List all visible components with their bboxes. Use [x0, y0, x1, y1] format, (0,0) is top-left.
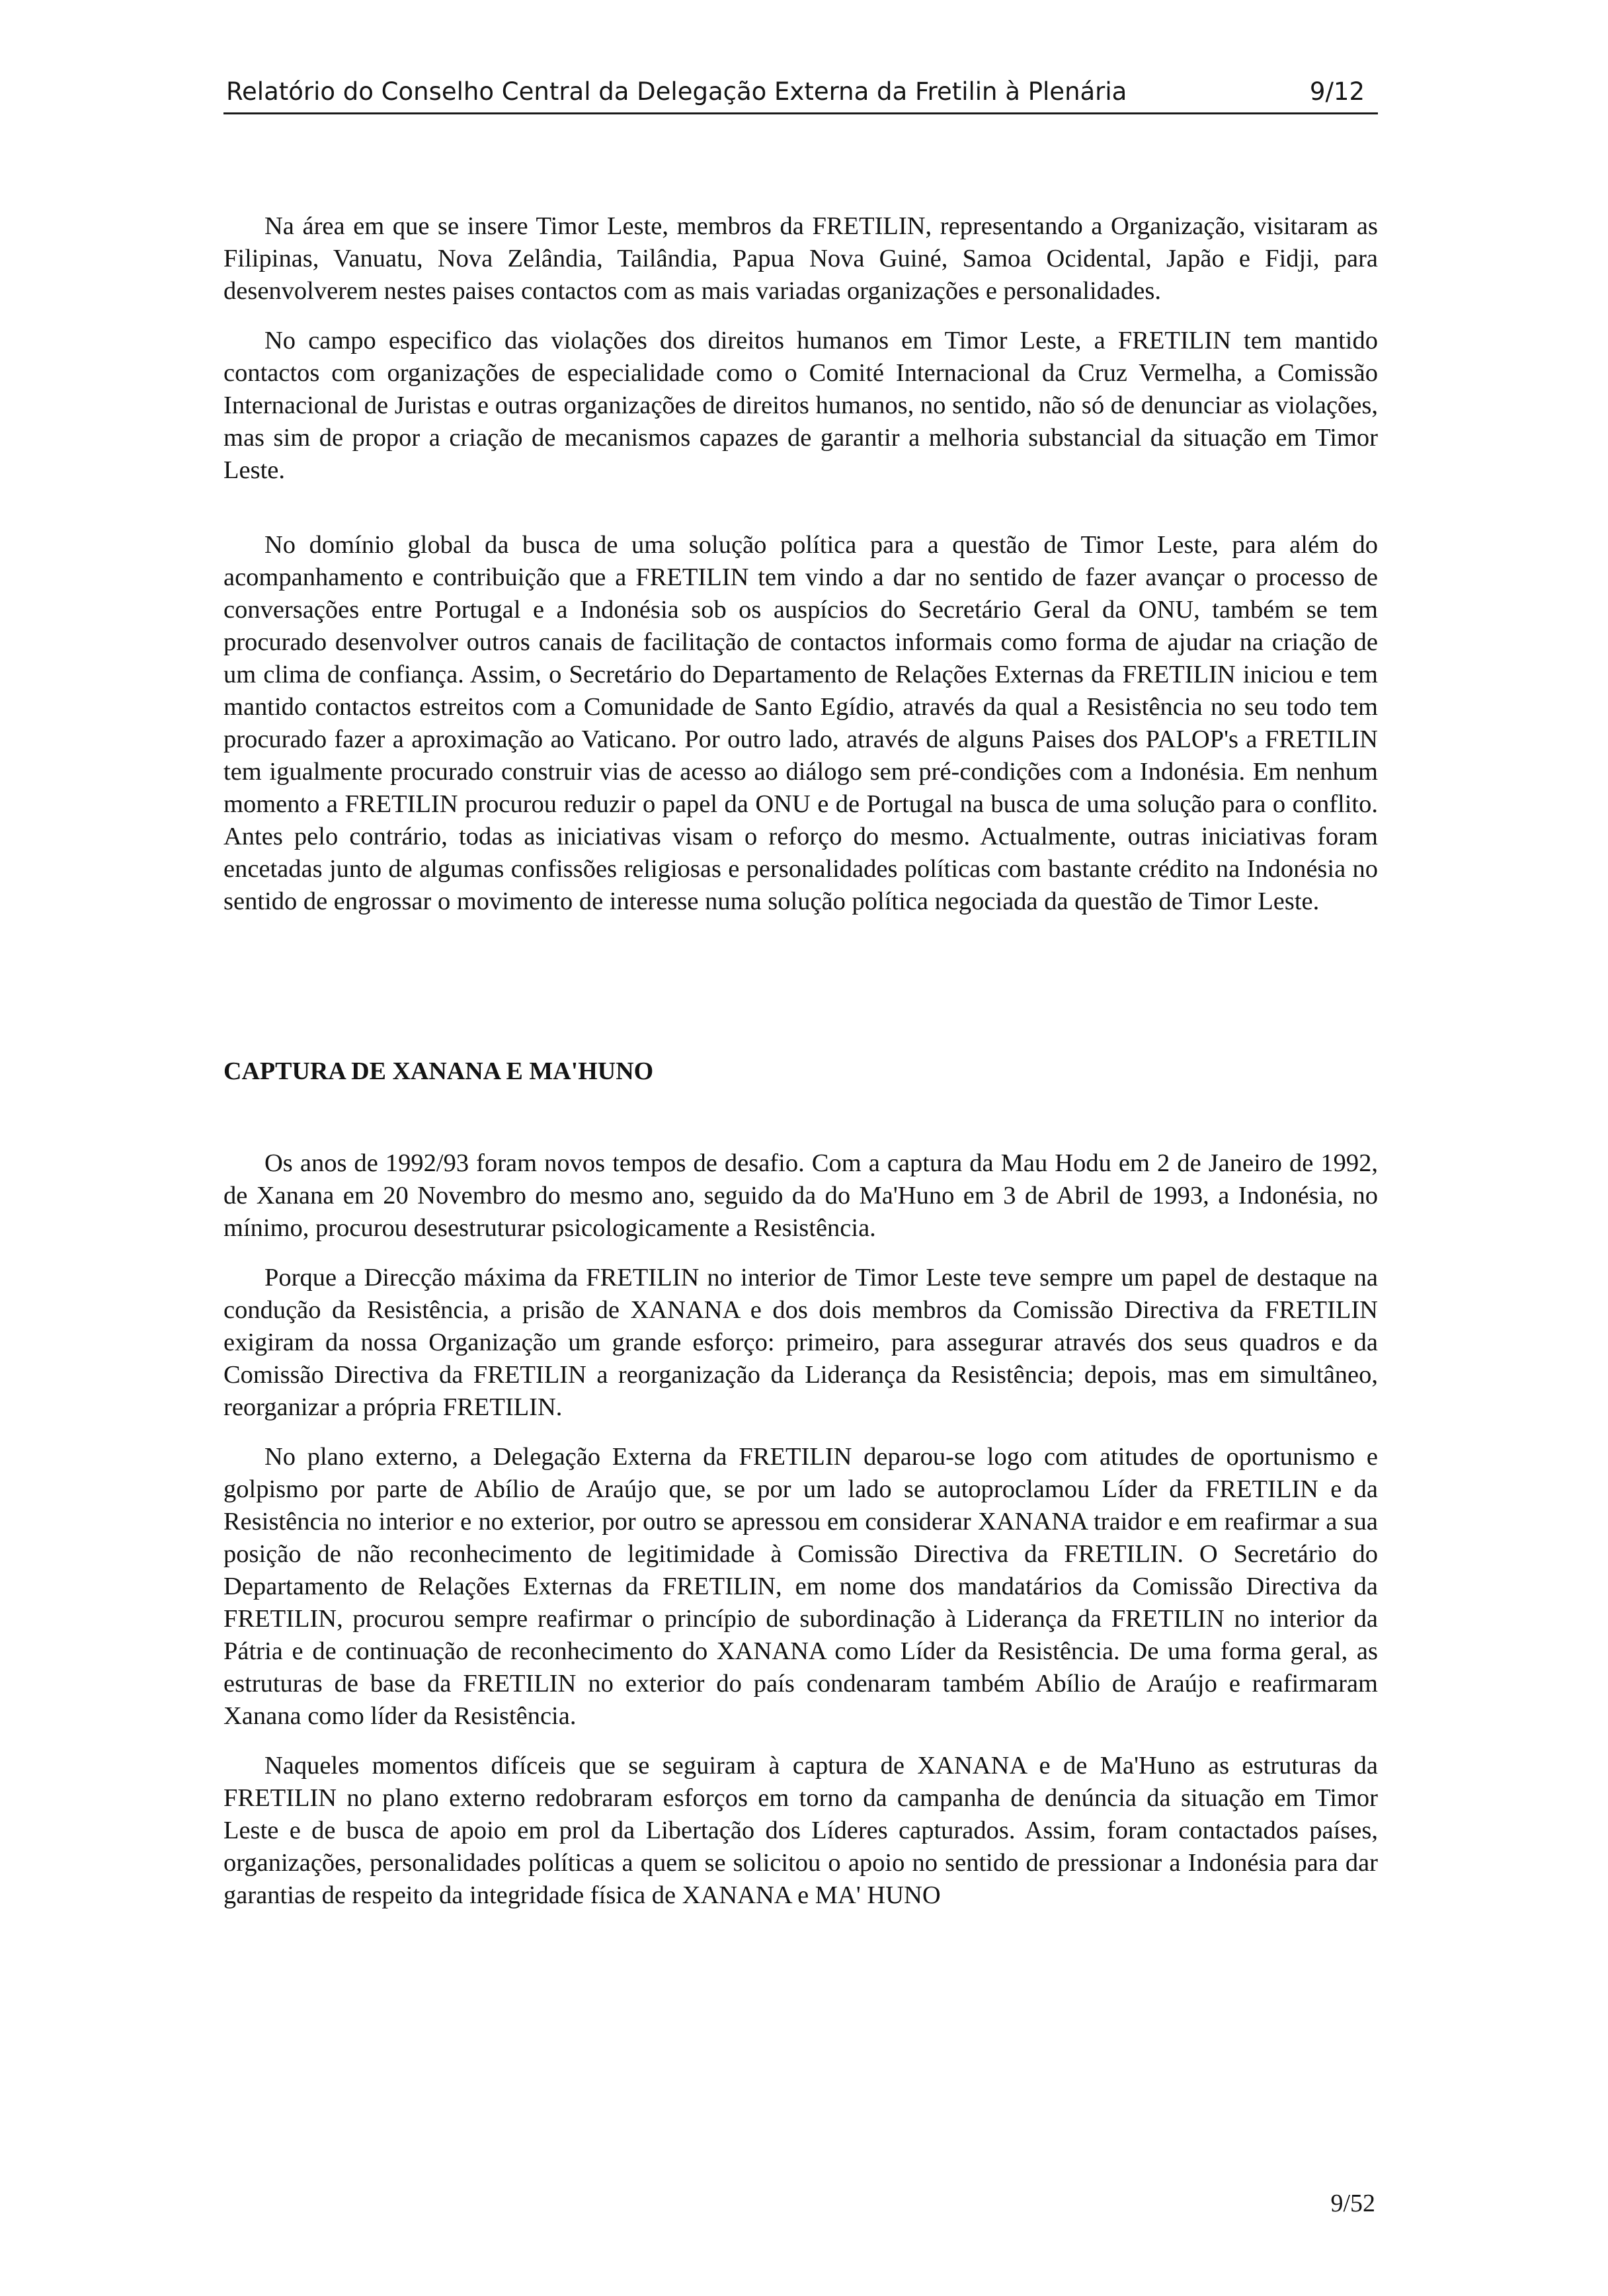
page-header	[223, 71, 1378, 114]
body-text	[223, 210, 1378, 1912]
paragraph-external-plan: No plano externo, a Delegação Externa da FRETILIN deparou-se logo com atitudes de oportunismo e golpismo por parte de Abílio de Araújo que, se por um lado se autoproclamou Líder da FRETILIN e da Resistência no interior e no exterior, por outro se apressou em considerar XANANA traidor e em reafirmar a sua posição de não reconhecimento de legitimidade à Comissão Directiva da FRETILIN. O Secretário do Departamento de Relações Externas da FRETILIN, em nome dos mandatários da Comissão Directiva da FRETILIN, procurou sempre reafirmar o princípio de subordinação à Liderança da FRETILIN no interior da Pátria e de continuação de reconhecimento do XANANA como Líder da Resistência. De uma forma geral, as estruturas de base da FRETILIN no exterior do país condenaram também Abílio de Araújo e reafirmaram Xanana como líder da Resistência.	[223, 1443, 1378, 1730]
paragraph-captures: Os anos de 1992/93 foram novos tempos de desafio. Com a captura da Mau Hodu em 2 de Janeiro de 1992, de Xanana em 20 Novembro do mesmo ano, seguido da do Ma'Huno em 3 de Abril de 1993, a Indonésia, no mínimo, procurou desestruturar psicologicamente a Resistência.	[223, 1149, 1378, 1242]
paragraph-campaign: Naqueles momentos difíceis que se seguiram à captura de XANANA e de Ma'Huno as estruturas da FRETILIN no plano externo redobraram esforços em torno da campanha de denúncia da situação em Timor Leste e de busca de apoio em prol da Libertação dos Líderes capturados. Assim, foram contactados países, organizações, personalidades políticas a quem se solicitou o apoio no sentido de pressionar a Indonésia para dar garantias de respeito da integridade física de XANANA e MA' HUNO	[223, 1752, 1378, 1909]
paragraph-political-solution: No domínio global da busca de uma solução política para a questão de Timor Leste, para além do acompanhamento e contribuição que a FRETILIN tem vindo a dar no sentido de fazer avançar o processo de conversações entre Portugal e a Indonésia sob os auspícios do Secretário Geral da ONU, também se tem procurado desenvolver outros canais de facilitação de contactos informais como forma de ajudar na criação de um clima de confiança. Assim, o Secretário do Departamento de Relações Externas da FRETILIN iniciou e tem mantido contactos estreitos com a Comunidade de Santo Egídio, através da qual a Resistência no seu todo tem procurado fazer a aproximação ao Vaticano. Por outro lado, através de alguns Paises dos PALOP's a FRETILIN tem igualmente procurado construir vias de acesso ao diálogo sem pré-condições com a Indonésia. Em nenhum momento a FRETILIN procurou reduzir o papel da ONU e de Portugal na busca de uma solução para o conflito. Antes pelo contrário, todas as iniciativas visam o reforço do mesmo. Actualmente, outras iniciativas foram encetadas junto de algumas confissões religiosas e personalidades políticas com bastante crédito na Indonésia no sentido de engrossar o movimento de interesse numa solução política negociada da questão de Timor Leste.	[223, 531, 1378, 915]
header-page-number: 9/12	[1309, 77, 1365, 106]
footer-page-number: 9/52	[1330, 2190, 1375, 2217]
paragraph-human-rights: No campo especifico das violações dos direitos humanos em Timor Leste, a FRETILIN tem mantido contactos com organizações de especialidade como o Comité Internacional da Cruz Vermelha, a Comissão Internacional de Juristas e outras organizações de direitos humanos, no sentido, não só de denunciar as violações, mas sim de propor a criação de mecanismos capazes de garantir a melhoria substancial da situação em Timor Leste.	[223, 327, 1378, 484]
paragraph-regional-visits: Na área em que se insere Timor Leste, membros da FRETILIN, representando a Organização, visitaram as Filipinas, Vanuatu, Nova Zelândia, Tailândia, Papua Nova Guiné, Samoa Ocidental, Japão e Fidji, para desenvolverem nestes paises contactos com as mais variadas organizações e personalidades.	[223, 212, 1378, 305]
paragraph-leadership: Porque a Direcção máxima da FRETILIN no interior de Timor Leste teve sempre um papel de destaque na condução da Resistência, a prisão de XANANA e dos dois membros da Comissão Directiva da FRETILIN exigiram da nossa Organização um grande esforço: primeiro, para assegurar através dos seus quadros e da Comissão Directiva da FRETILIN a reorganização da Liderança da Resistência; depois, mas em simultâneo, reorganizar a própria FRETILIN.	[223, 1264, 1378, 1421]
header-title: Relatório do Conselho Central da Delegação Externa da Fretilin à Plenária	[226, 77, 1127, 106]
section-heading: CAPTURA DE XANANA E MA'HUNO	[223, 1057, 654, 1085]
